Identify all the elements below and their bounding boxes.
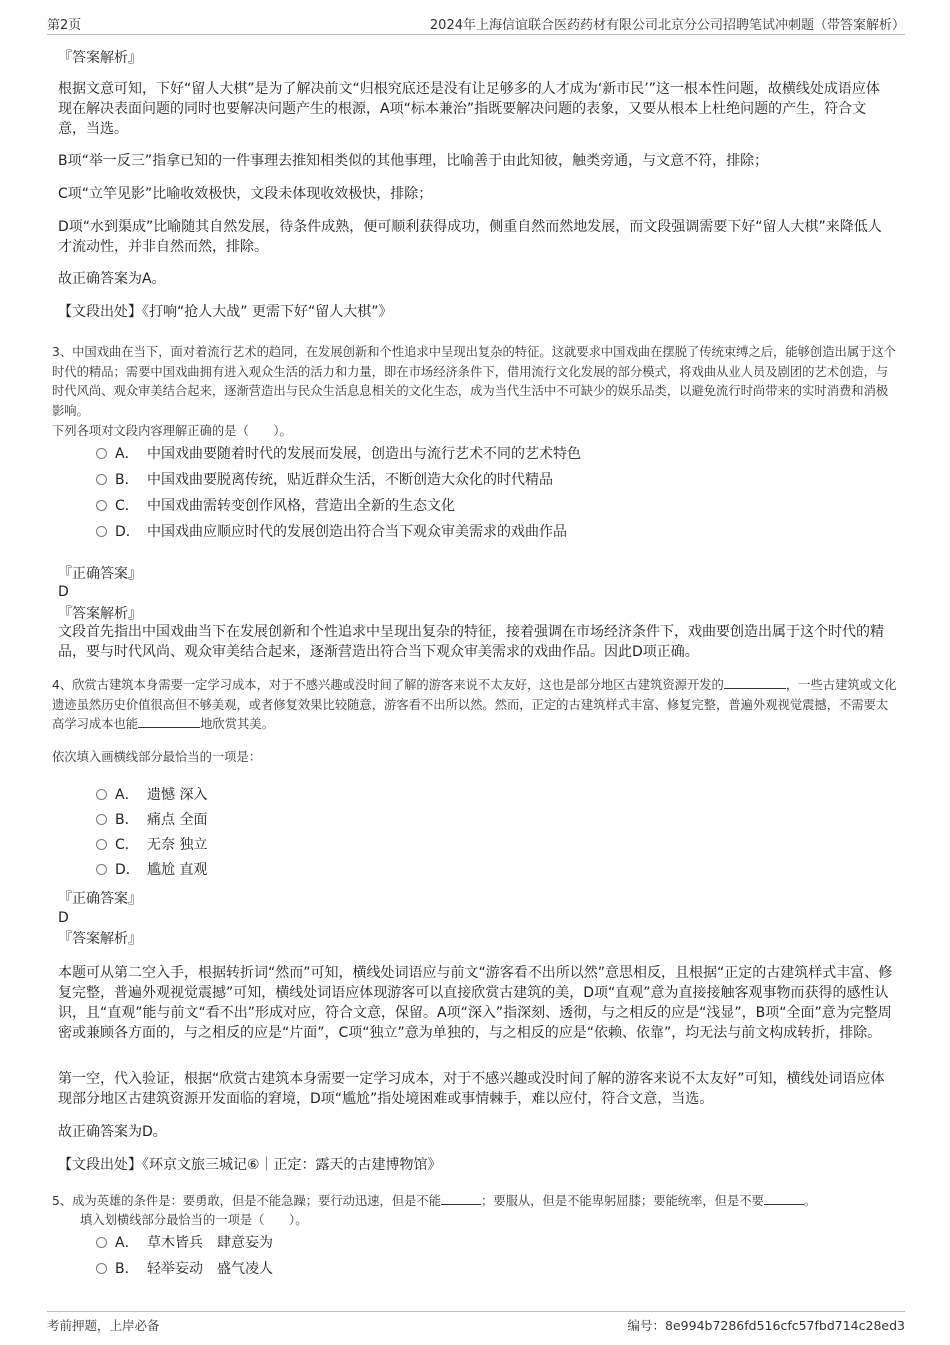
- radio-icon[interactable]: [96, 526, 107, 537]
- q3-option-a[interactable]: A． 中国戏曲要随着时代的发展而发展，创造出与流行艺术不同的艺术特色: [96, 444, 581, 464]
- radio-icon[interactable]: [96, 500, 107, 511]
- radio-icon[interactable]: [96, 839, 107, 850]
- q2-analysis-p3: C项“立竿见影”比喻收效极快，文段未体现收效极快，排除；: [58, 186, 433, 202]
- radio-icon[interactable]: [96, 789, 107, 800]
- q5-ask: 填入划横线部分最恰当的一项是（ ）。: [80, 1213, 308, 1227]
- q4-analysis-label: 『答案解析』: [58, 931, 142, 947]
- q4-stem: 4、欣赏古建筑本身需要一定学习成本，对于不感兴趣或没时间了解的游客来说不太友好，这也是部分地区古建筑资源开发的 ，一些古建筑或文化遗迹虽然历史价值很高但不够美观，或者修复效果比较随意，游客看不出所以然。然而，正定的古建筑样式丰富、修复完整，普遍外观视觉震撼，不需要太高学习成本也能 地欣赏其美。: [52, 678, 897, 731]
- q4-source: 【文段出处】《环京文旅三城记⑥｜正定：露天的古建博物馆》: [58, 1157, 442, 1173]
- q4-analysis-p2: 第一空，代入验证，根据“欣赏古建筑本身需要一定学习成本，对于不感兴趣或没时间了解的游客来说不太友好”可知，横线处词语应体现部分地区古建筑资源开发面临的窘境，D项“尴尬”指处境困难或事情棘手，难以应付，符合文意，当选。: [58, 1071, 885, 1107]
- q2-analysis-label: 『答案解析』: [58, 50, 142, 66]
- q3-option-d[interactable]: D． 中国戏曲应顺应时代的发展创造出符合当下观众审美需求的戏曲作品: [96, 522, 567, 542]
- document-title: 2024年上海信谊联合医药药材有限公司北京分公司招聘笔试冲刺题（带答案解析）: [429, 18, 905, 33]
- radio-icon[interactable]: [96, 1263, 107, 1274]
- q4-answer: D: [58, 910, 69, 926]
- fill-blank-1: [724, 676, 786, 689]
- radio-icon[interactable]: [96, 448, 107, 459]
- q2-analysis-p1: 根据文意可知，下好“留人大棋”是为了解决前文“归根究底还是没有让足够多的人才成为‘新市民’”这一根本性问题，故横线处成语应体现在解决表面问题的同时也要解决问题产生的根源，A项“标本兼治”指既要解决问题的表象，又要从根本上杜绝问题的产生，符合文意，当选。: [58, 81, 880, 137]
- q4-analysis-p1: 本题可从第二空入手，根据转折词“然而”可知，横线处词语应与前文“游客看不出所以然”意思相反，且根据“正定的古建筑样式丰富、修复完整，普遍外观视觉震撼”可知，横线处词语应体现游客可以直接欣赏古建筑的美，D项“直观”意为直接接触客观事物而获得的感性认识，且“直观”能与前文“看不出”形成对应，符合文意，保留。A项“深入”指深刻、透彻，与之相反的应是“浅显”，B项“全面”意为完整周密或兼顾各方面的，与之相反的应是“片面”，C项“独立”意为单独的，与之相反的应是“依赖、依靠”，均无法与前文构成转折，排除。: [58, 965, 893, 1041]
- q4-ask: 依次填入画横线部分最恰当的一项是：: [52, 750, 262, 764]
- q3-option-b[interactable]: B． 中国戏曲要脱离传统，贴近群众生活，不断创造大众化的时代精品: [96, 470, 553, 490]
- radio-icon[interactable]: [96, 1237, 107, 1248]
- footer-slogan: 考前押题，上岸必备: [47, 1318, 160, 1333]
- q4-option-d[interactable]: D． 尴尬 直观: [96, 860, 207, 880]
- q2-analysis-p2: B项“举一反三”指拿已知的一件事理去推知相类似的其他事理，比喻善于由此知彼，触类旁通，与文意不符，排除；: [58, 153, 769, 169]
- q4-option-c[interactable]: C． 无奈 独立: [96, 835, 207, 855]
- radio-icon[interactable]: [96, 814, 107, 825]
- fill-blank-1: [441, 1192, 481, 1205]
- q3-ask: 下列各项对文段内容理解正确的是（ ）。: [52, 424, 292, 438]
- q2-analysis-p4: D项“水到渠成”比喻随其自然发展，待条件成熟，便可顺利获得成功，侧重自然而然地发展，而文段强调需要下好“留人大棋”来降低人才流动性，并非自然而然，排除。: [58, 219, 882, 255]
- page-footer: [47, 1311, 905, 1342]
- q5-stem: 5、成为英雄的条件是：要勇敢，但是不能急躁；要行动迅速，但是不能 ；要服从，但是不能卑躬屈膝；要能统率，但是不要 。: [52, 1194, 817, 1208]
- q3-answer: D: [58, 584, 69, 600]
- radio-icon[interactable]: [96, 474, 107, 485]
- fill-blank-2: [764, 1192, 804, 1205]
- q4-conclusion: 故正确答案为D。: [58, 1124, 167, 1140]
- q4-answer-label: 『正确答案』: [58, 891, 142, 907]
- q3-analysis-label: 『答案解析』: [58, 606, 142, 622]
- q2-conclusion: 故正确答案为A。: [58, 271, 166, 287]
- q3-analysis: 文段首先指出中国戏曲当下在发展创新和个性追求中呈现出复杂的特征，接着强调在市场经济条件下，戏曲要创造出属于这个时代的精品，要与时代风尚、观众审美结合起来，逐渐营造出符合当下观众审美需求的戏曲作品。因此D项正确。: [58, 624, 884, 660]
- radio-icon[interactable]: [96, 864, 107, 875]
- q5-option-a[interactable]: A． 草木皆兵 肆意妄为: [96, 1233, 273, 1253]
- q3-stem: 3、中国戏曲在当下，面对着流行艺术的趋同，在发展创新和个性追求中呈现出复杂的特征。这就要求中国戏曲在摆脱了传统束缚之后，能够创造出属于这个时代的精品；需要中国戏曲拥有进入观众生活的活力和力量，即在市场经济条件下，借用流行文化发展的部分模式，将戏曲从业人员及剧团的艺术创造，与时代风尚、观众审美结合起来，逐渐营造出与民众生活息息相关的文化生态，成为当代生活中不可缺少的娱乐品类，以避免流行时尚带来的实时消费和消极影响。: [52, 345, 897, 418]
- fill-blank-2: [138, 715, 200, 728]
- q5-option-b[interactable]: B． 轻举妄动 盛气凌人: [96, 1259, 273, 1279]
- page-header: [47, 14, 905, 35]
- q3-option-c[interactable]: C． 中国戏曲需转变创作风格，营造出全新的生态文化: [96, 496, 455, 516]
- q4-option-b[interactable]: B． 痛点 全面: [96, 810, 207, 830]
- q2-source: 【文段出处】《打响“抢人大战” 更需下好“留人大棋”》: [58, 304, 393, 320]
- q3-answer-label: 『正确答案』: [58, 566, 142, 582]
- page-number: 第2页: [47, 18, 82, 33]
- q4-option-a[interactable]: A． 遗憾 深入: [96, 785, 207, 805]
- document-id: 编号：8e994b7286fd516cfc57fbd714c28ed3: [627, 1318, 905, 1333]
